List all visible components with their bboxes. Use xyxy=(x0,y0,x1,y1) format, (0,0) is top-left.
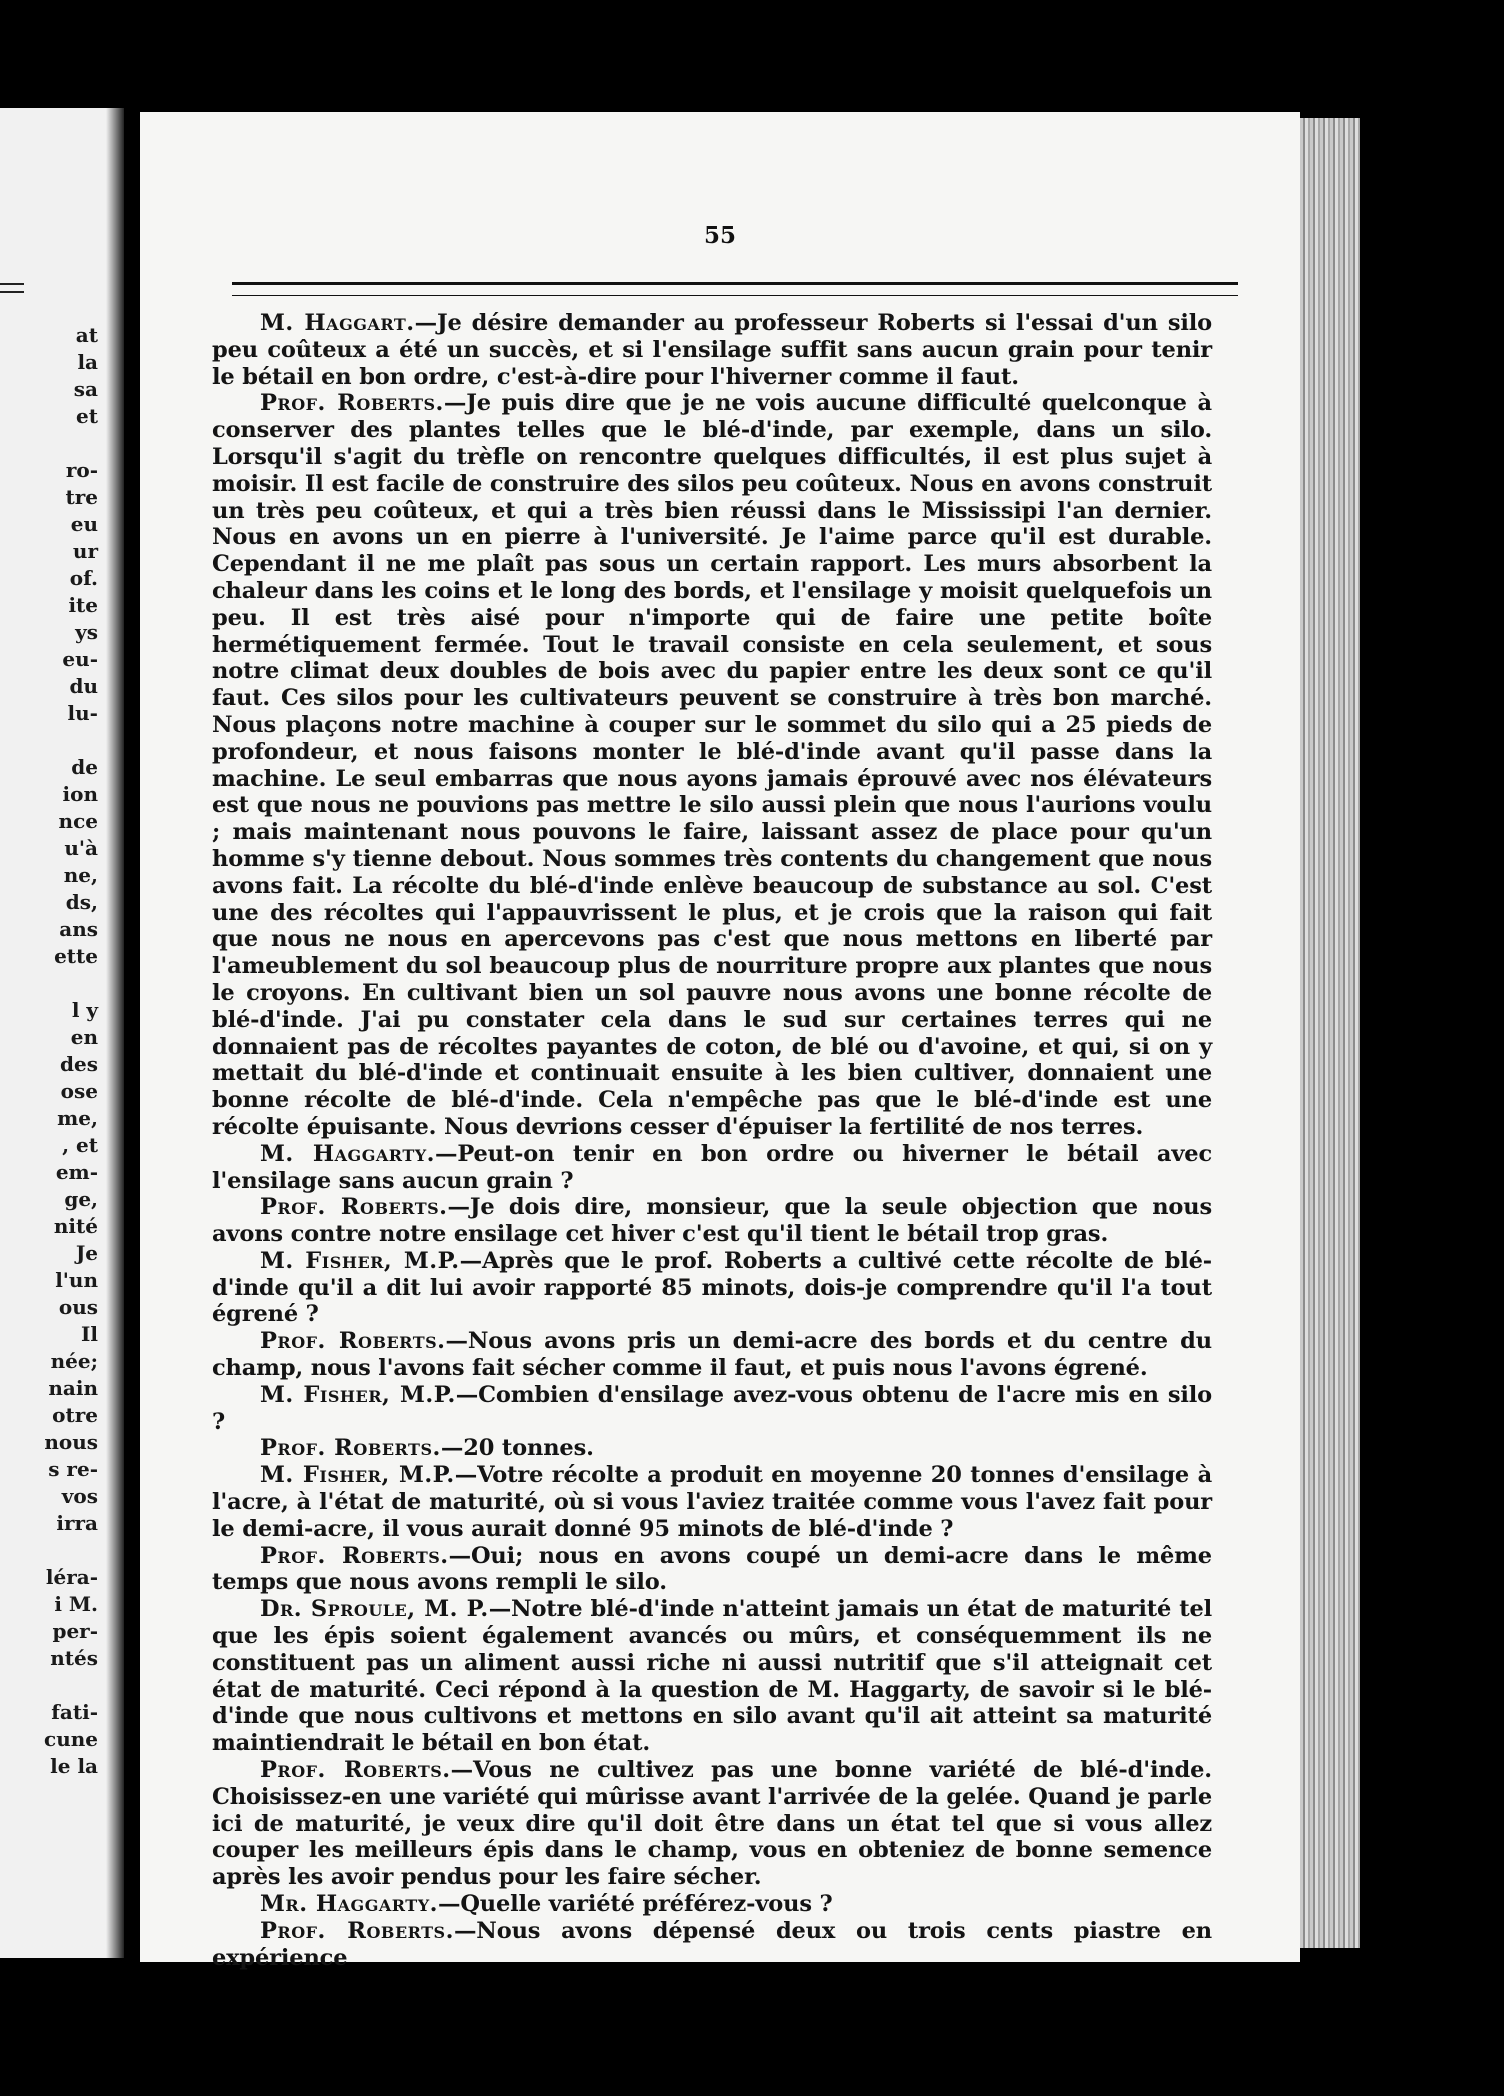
left-fragment-line: le la xyxy=(50,1754,98,1778)
dialogue-paragraph xyxy=(212,1328,1212,1382)
dialogue-paragraph xyxy=(212,1757,1212,1891)
left-fragment-line: ur xyxy=(72,539,98,563)
left-fragment-line: fati- xyxy=(51,1700,98,1724)
left-fragment-line: ous xyxy=(58,1295,98,1319)
left-fragment-line: ette xyxy=(54,944,98,968)
dialogue-paragraph xyxy=(212,310,1212,390)
left-page-text-fragments xyxy=(44,322,98,1780)
left-fragment-line: s re- xyxy=(48,1457,98,1481)
left-fragment-line: at xyxy=(75,323,98,347)
left-fragment-line: la xyxy=(77,350,98,374)
left-fragment-line: nain xyxy=(48,1376,98,1400)
speech-text: —Je désire demander au professeur Roberts si l'essai d'un silo peu coûteux a été un succès, et si l'ensilage suffit sans aucun grain pour tenir le bétail en bon ordre, c'est-à-dire pour l'hiverner comme il faut. xyxy=(212,310,1212,390)
dialogue-paragraph xyxy=(212,390,1212,1140)
left-fragment-line: nous xyxy=(44,1430,98,1454)
speaker-name: Prof. Roberts. xyxy=(260,1917,454,1944)
speech-text: —Votre récolte a produit en moyenne 20 tonnes d'ensilage à l'acre, à l'état de maturité, où si vous l'aviez traitée comme vous l'avez fait pour le demi-acre, il vous aurait donné 95 minots de blé-d'inde ? xyxy=(212,1462,1212,1542)
left-fragment-line: tre xyxy=(65,485,98,509)
left-fragment-line xyxy=(44,430,98,457)
dialogue-paragraph xyxy=(212,1382,1212,1436)
right-page xyxy=(140,112,1300,1971)
left-fragment-line: vos xyxy=(61,1484,98,1508)
left-fragment-line: per- xyxy=(52,1619,98,1643)
left-fragment-line xyxy=(44,1537,98,1564)
speech-text: —Peut-on tenir en bon ordre ou hiverner le bétail avec l'ensilage sans aucun grain ? xyxy=(212,1140,1212,1194)
left-fragment-line: en xyxy=(70,1025,98,1049)
left-fragment-line: ans xyxy=(59,917,98,941)
left-fragment-line: ro- xyxy=(65,458,98,482)
speech-text: —Je dois dire, monsieur, que la seule objection que nous avons contre notre ensilage cet hiver c'est qu'il tient le bétail trop gras. xyxy=(212,1194,1212,1248)
speech-text: —Après que le prof. Roberts a cultivé cette récolte de blé-d'inde qu'il a dit lui avoir rapporté 85 minots, dois-je comprendre qu'il l'a tout égrené ? xyxy=(212,1247,1212,1328)
speaker-name: M. Haggart. xyxy=(260,310,415,336)
left-fragment-line: ge, xyxy=(64,1187,98,1211)
page-number: 55 xyxy=(703,222,736,249)
left-fragment-line: em- xyxy=(55,1160,98,1184)
left-fragment-line: ds, xyxy=(65,890,98,914)
left-fragment-line: l y xyxy=(71,998,98,1022)
left-fragment-line: , et xyxy=(62,1133,98,1157)
speaker-name: Prof. Roberts. xyxy=(260,1328,446,1355)
dialogue-paragraph xyxy=(212,1543,1212,1597)
left-fragment-line: lu- xyxy=(67,701,98,725)
left-page-rule xyxy=(0,283,24,293)
speaker-name: Mr. Haggarty. xyxy=(260,1891,438,1918)
left-fragment-line: nité xyxy=(53,1214,98,1238)
speech-text: —20 tonnes. xyxy=(440,1435,594,1462)
left-fragment-line: ite xyxy=(68,593,98,617)
left-fragment-line: ose xyxy=(60,1079,98,1103)
left-fragment-line: eu xyxy=(70,512,98,536)
left-fragment-line xyxy=(44,727,98,754)
left-fragment-line: u'à xyxy=(64,836,98,860)
left-fragment-line: me, xyxy=(57,1106,98,1130)
dialogue-paragraph xyxy=(212,1435,1212,1462)
speech-text: —Notre blé-d'inde n'atteint jamais un état de maturité tel que les épis soient également avancés ou mûrs, et conséquemment ils ne constituent pas un aliment aussi riche ni aussi nutritif que s'il atteignait cet état de maturité. Ceci répond à la question de M. Haggarty, de savoir si le blé-d'inde que nous cultivons et mettons en silo avant qu'il ait atteint sa maturité maintiendrait le bétail en bon état. xyxy=(212,1596,1213,1757)
left-fragment-line: ne, xyxy=(63,863,98,887)
speech-text: —Vous ne cultivez pas une bonne variété de blé-d'inde. Choisissez-en une variété qui mûrisse avant l'arrivée de la gelée. Quand je parle ici de maturité, je veux dire qu'il doit être dans un état tel que si vous allez couper les meilleurs épis dans le champ, vous en obteniez de bonne semence après les avoir pendus pour les faire sécher. xyxy=(212,1757,1212,1891)
dialogue-paragraph xyxy=(212,1248,1212,1328)
speech-text: —Combien d'ensilage avez-vous obtenu de l'acre mis en silo ? xyxy=(212,1381,1212,1435)
left-fragment-line xyxy=(44,970,98,997)
speaker-name: Prof. Roberts. xyxy=(260,1542,449,1569)
left-fragment-line: Je xyxy=(75,1241,98,1265)
speech-text: —Oui; nous en avons coupé un demi-acre dans le même temps que nous avons rempli le silo. xyxy=(212,1542,1212,1596)
dialogue-paragraph xyxy=(212,1462,1212,1542)
speaker-name: M. Haggarty. xyxy=(260,1140,435,1167)
speaker-name: M. Fisher, M.P. xyxy=(260,1247,460,1274)
speaker-name: M. Fisher, M.P. xyxy=(260,1462,455,1489)
speech-text: —Je puis dire que je ne vois aucune difficulté quelconque à conserver des plantes telles que le blé-d'inde, par exemple, dans un silo. Lorsqu'il s'agit du trèfle on rencontre quelques difficultés, il est plus sujet à moisir. Il est facile de construire des silos peu coûteux. Nous en avons construit un très peu coûteux, et qui a très bien réussi dans le Mississipi l'an dernier. Nous en avons un en pierre à l'université. Je l'aime parce qu'il est durable. Cependant il ne me plaît pas sous un certain rapport. Les murs absorbent la chaleur dans les coins et le long des bords, et l'ensilage y moisit quelquefois un peu. Il est très aisé pour n'importe qui de faire une petite boîte hermétiquement fermée. Tout le travail consiste en cela seulement, et sous notre climat deux doubles de bois avec du papier entre les deux sont ce qu'il faut. Ces silos pour les cultivateurs peuvent se construire à très bon marché. Nous plaçons notre machine à couper sur le sommet du silo qui a 25 pieds de profondeur, et nous faisons monter le blé-d'inde avant qu'il passe dans la machine. Le seul embarras que nous ayons jamais éprouvé avec nos élévateurs est que nous ne pouvions pas mettre le silo aussi plein que nous l'aurions voulu ; mais maintenant nous pouvons le faire, laissant assez de place pour qu'un homme s'y tienne debout. Nous sommes très contents du changement que nous avons fait. La récolte du blé-d'inde enlève beaucoup de substance au sol. C'est une des récoltes qui l'appauvrissent le plus, et je crois que la raison qui fait que nous ne nous en apercevons pas c'est que nous mettons en liberté par l'ameublement du sol beaucoup plus de nourriture propre aux plantes que nous le croyons. En cultivant bien un sol pauvre nous avons une bonne récolte de blé-d'inde. J'ai pu constater cela dans le sud sur certaines terres qui ne donnaient pas de récoltes payantes de coton, de blé ou d'avoine, et qui, si on y mettait du blé-d'inde et continuait ensuite à les bien cultiver, donnaient une bonne récolte de blé-d'inde. Cela n'empêche pas que le blé-d'inde est une récolte épuisante. Nous devrions cesser d'épuiser la fertilité de nos terres. xyxy=(212,390,1212,1140)
left-fragment-line: ntés xyxy=(50,1646,98,1670)
speaker-name: Dr. Sproule, M. P. xyxy=(260,1596,489,1623)
left-fragment-line: des xyxy=(60,1052,98,1076)
left-fragment-line: née; xyxy=(50,1349,98,1373)
left-fragment-line: ys xyxy=(75,620,98,644)
left-fragment-line xyxy=(44,1672,98,1699)
header-double-rule xyxy=(232,282,1238,296)
left-fragment-line: l'un xyxy=(55,1268,98,1292)
left-fragment-line: Il xyxy=(81,1322,98,1346)
dialogue-paragraph xyxy=(212,1918,1212,1972)
left-fragment-line: eu- xyxy=(62,647,98,671)
dialogue-paragraph xyxy=(212,1596,1212,1757)
left-facing-page xyxy=(0,108,124,1958)
speaker-name: Prof. Roberts. xyxy=(260,1757,451,1784)
speaker-name: Prof. Roberts. xyxy=(260,1435,441,1462)
speaker-name: M. Fisher, M.P. xyxy=(260,1381,456,1408)
speaker-name: Prof. Roberts. xyxy=(260,1194,448,1221)
left-fragment-line: du xyxy=(69,674,98,698)
left-fragment-line: otre xyxy=(52,1403,98,1427)
dialogue-paragraph xyxy=(212,1891,1212,1918)
left-fragment-line: léra- xyxy=(45,1565,98,1589)
speech-text: —Nous avons dépensé deux ou trois cents piastre en expérience xyxy=(212,1917,1212,1971)
left-fragment-line: de xyxy=(71,755,98,779)
left-fragment-line: sa xyxy=(73,377,98,401)
left-fragment-line: nce xyxy=(58,809,98,833)
dialogue-paragraph xyxy=(212,1141,1212,1195)
page-body-text xyxy=(212,310,1212,1971)
page-gutter xyxy=(106,108,124,1958)
dialogue-paragraph xyxy=(212,1194,1212,1248)
left-fragment-line: cune xyxy=(44,1727,98,1751)
speaker-name: Prof. Roberts. xyxy=(260,390,444,417)
page-edge-stack xyxy=(1300,118,1360,1948)
left-fragment-line: ion xyxy=(62,782,98,806)
left-fragment-line: i M. xyxy=(54,1592,98,1616)
left-fragment-line: of. xyxy=(69,566,98,590)
speech-text: —Quelle variété préférez-vous ? xyxy=(437,1891,833,1918)
speech-text: —Nous avons pris un demi-acre des bords et du centre du champ, nous l'avons fait sécher comme il faut, et puis nous l'avons égrené. xyxy=(212,1328,1212,1382)
left-fragment-line: et xyxy=(76,404,98,428)
left-fragment-line: irra xyxy=(56,1511,98,1535)
